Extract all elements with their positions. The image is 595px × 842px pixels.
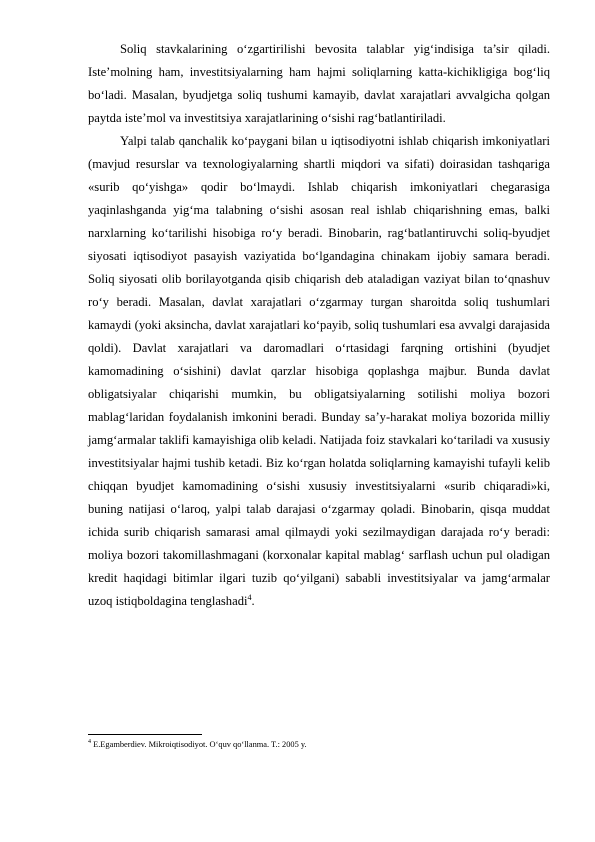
paragraph-1-text: Soliq stavkalarining o‘zgartirilishi bevosita talablar yig‘indisiga ta’sir qiladi. Iste’molning ham, investitsiyalarning ham hajmi soliqlarning katta-kichikligiga bog‘liq bo‘ladi. Masalan, byudjetga soliq tushumi kamayib, davlat xarajatlari avvalgicha qolgan paytda iste’mol va investitsiya xarajatlarining o‘sishi rag‘batlantiriladi. (88, 42, 550, 125)
footnote-text: E.Egamberdiev. Mikroiqtisodiyot. O‘quv qo‘llanma. T.: 2005 y. (91, 740, 307, 749)
paragraph-2-end: . (251, 594, 255, 608)
paragraph-2 (88, 130, 550, 613)
footnote-reference[interactable]: 4 (247, 592, 252, 602)
footnote-divider (88, 734, 202, 735)
footnote (88, 739, 550, 750)
paragraph-1 (88, 38, 550, 130)
footnote-mark: 4 (88, 739, 91, 746)
document-body (88, 38, 550, 613)
paragraph-2-text: Yalpi talab qanchalik ko‘paygani bilan u iqtisodiyotni ishlab chiqarish imkoniyatlari (mavjud resurslar va texnologiyalarning shartli miqdori va sifati) doirasidan tashqariga «surib qo‘yishga» qodir bo‘lmaydi. Ishlab chiqarish imkoniyatlari chegarasiga yaqinlashganda yig‘ma talabning o‘sishi asosan real ishlab chiqarishning emas, balki narxlarning ko‘tarilishi hisobiga ro‘y beradi. Binobarin, rag‘batlantiruvchi soliq-byudjet siyosati iqtisodiyot pasayish vaziyatida bo‘lgandagina chinakam ijobiy samara beradi. Soliq siyosati olib borilayotganda qisib chiqarish deb ataladigan vaziyat bilan to‘qnashuv ro‘y beradi. Masalan, davlat xarajatlari o‘zgarmay turgan sharoitda soliq tushumlari kamaydi (yoki aksincha, davlat xarajatlari ko‘payib, soliq tushumlari esa avvalgi darajasida qoldi). Davlat xarajatlari va daromadlari o‘rtasidagi farqning ortishini (byudjet kamomadining o‘sishini) davlat qarzlar hisobiga qoplashga majbur. Bunda davlat obligatsiyalar chiqarishi mumkin, bu obligatsiyalarning sotilishi moliya bozori mablag‘laridan foydalanish imkonini beradi. Bunday sa’y-harakat moliya bozorida milliy jamg‘armalar taklifi kamayishiga olib keladi. Natijada foiz stavkalari ko‘tariladi va xususiy investitsiyalar hajmi tushib ketadi. Biz ko‘rgan holatda soliqlarning kamayishi tufayli kelib chiqqan byudjet kamomadining o‘sishi xususiy investitsiyalarni «surib chiqaradi»ki, buning natijasi o‘laroq, yalpi talab darajasi o‘zgarmay qoladi. Binobarin, qisqa muddat ichida surib chiqarish samarasi amal qilmaydi yoki sezilmaydigan darajada ro‘y beradi: moliya bozori takomillashmagani (korxonalar kapital mablag‘ sarflash uchun pul oladigan kredit haqidagi bitimlar ilgari tuzib qo‘yilgani) sababli investitsiyalar va jamg‘armalar uzoq istiqboldagina tenglashadi (88, 134, 550, 608)
